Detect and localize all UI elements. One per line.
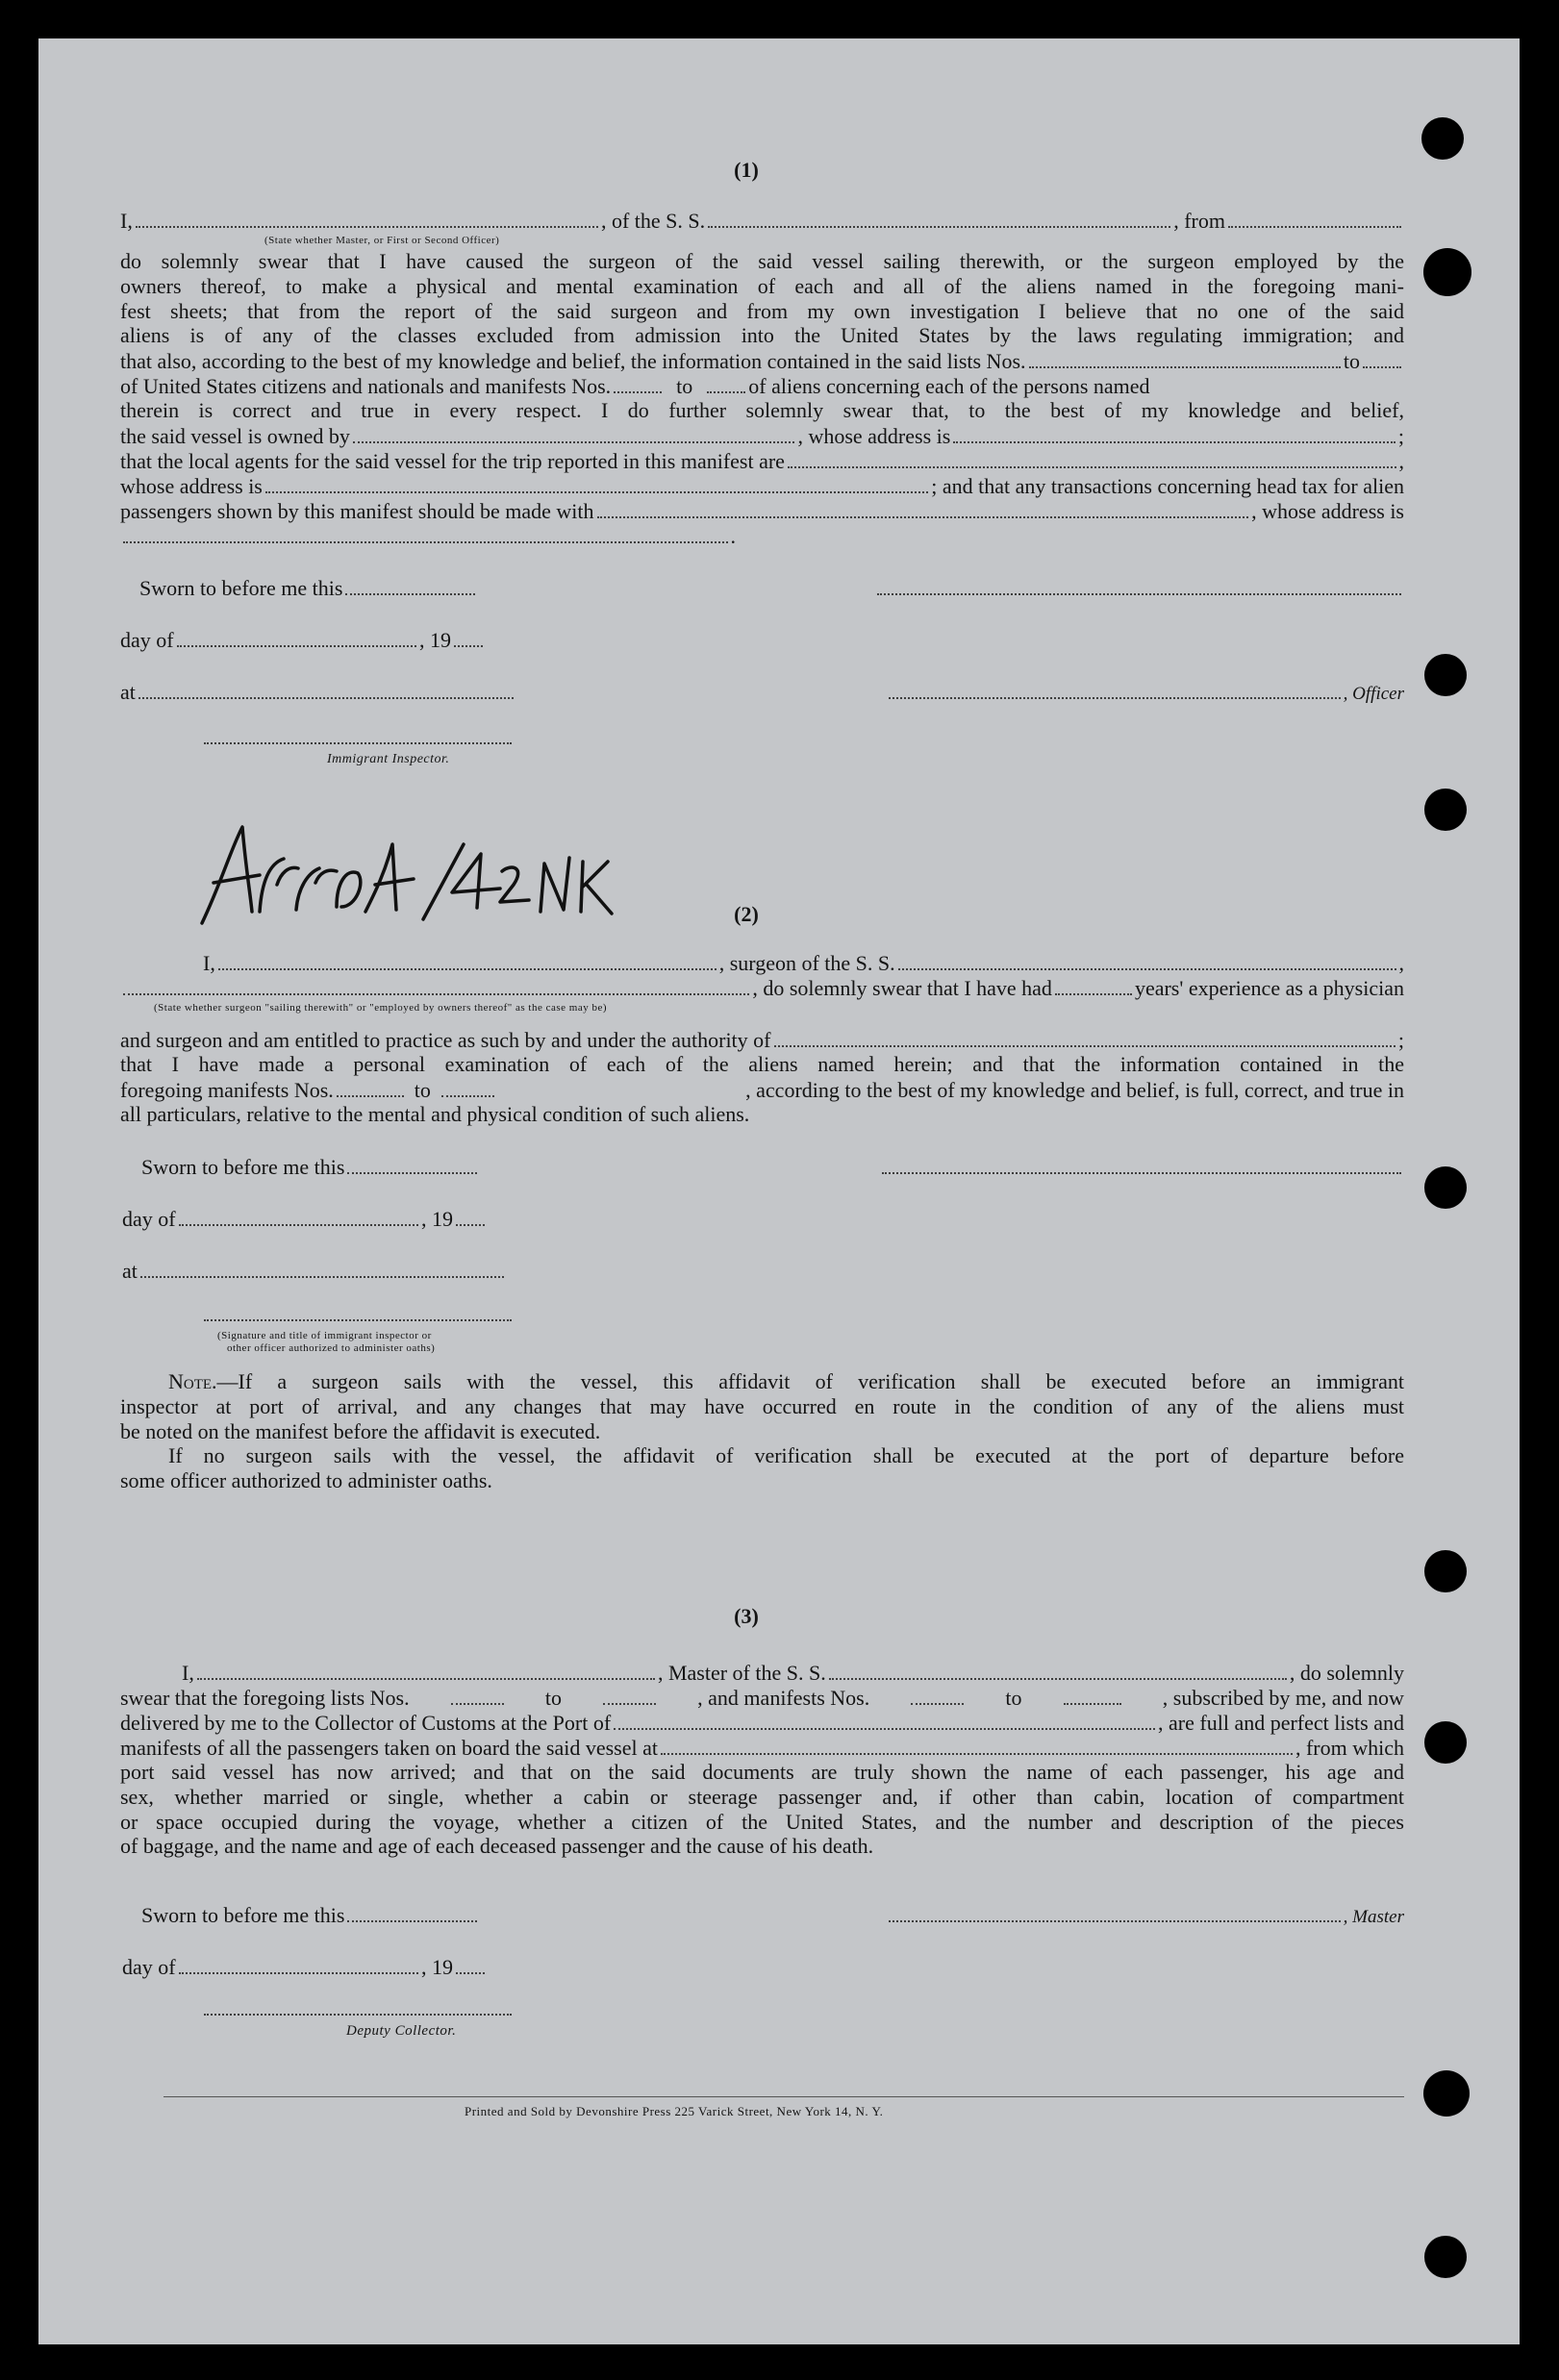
- year-blank-2[interactable]: [456, 1207, 485, 1226]
- lists-to-blank[interactable]: [1363, 349, 1401, 368]
- section-1-body: do solemnly swear that I have caused the surgeon of the said vessel sailing therewith, or the surgeon employed by the owners thereof, to make a physical and mental examination of each and all of the aliens named in the foregoing mani- fest sheets; that from the report of the said surgeon and from my own investigation I believe that no one of the said aliens is of any of the classes excluded from admission into the United States by the laws regulating immigration; and: [120, 249, 1404, 348]
- punch-hole: [1424, 789, 1467, 831]
- manifests-nos-line: of United States citizens and nationals and manifests Nos. to of aliens concerning each of the persons named: [120, 374, 1150, 398]
- vessel-name-blank[interactable]: [708, 209, 1170, 228]
- punch-hole: [1424, 1721, 1467, 1764]
- master-signature-blank-3[interactable]: [889, 1903, 1341, 1922]
- head-tax-party-blank[interactable]: [597, 499, 1249, 518]
- punch-hole: [1424, 654, 1467, 696]
- day-of-line-2: day of , 19: [122, 1206, 488, 1233]
- punch-hole: [1424, 1166, 1467, 1209]
- at-line-1: at , Officer: [120, 680, 1404, 704]
- owner-address-blank[interactable]: [953, 424, 1396, 443]
- day-of-line-3: day of , 19: [122, 1954, 488, 1981]
- printer-imprint: Printed and Sold by Devonshire Press 225 Varick Street, New York 14, N. Y.: [465, 2104, 884, 2118]
- collector-port-blank[interactable]: [614, 1711, 1155, 1730]
- sworn-date-blank-3[interactable]: [347, 1903, 477, 1922]
- authority-line: and surgeon and am entitled to practice as such by and under the authority of ;: [120, 1028, 1404, 1052]
- signature-caption-1: (Signature and title of immigrant inspector or: [217, 1330, 432, 1341]
- master-name-blank[interactable]: [197, 1661, 655, 1680]
- handwritten-arrival-notation: [192, 815, 616, 940]
- respect-line: therein is correct and true in every respect. I do further solemnly swear that, to the best of my knowledge and belief,: [120, 398, 1404, 422]
- section-2-last: all particulars, relative to the mental and physical condition of such aliens.: [120, 1102, 750, 1126]
- manifest-affidavit-page: [38, 38, 1520, 2344]
- deputy-collector-signature-line[interactable]: [204, 2012, 512, 2016]
- surgeon-name-blank[interactable]: [218, 951, 717, 970]
- day-of-blank-2[interactable]: [179, 1207, 418, 1226]
- agents-address-line: whose address is ; and that any transactions concerning head tax for alien: [120, 474, 1404, 498]
- sworn-date-blank-2[interactable]: [347, 1155, 477, 1174]
- master-signature-blank[interactable]: [877, 576, 1401, 595]
- section-1-officer-line: I, , of the S. S. , from: [120, 208, 1404, 235]
- lists-from-blank[interactable]: [1029, 349, 1341, 368]
- note-paragraph: Note.—If a surgeon sails with the vessel, this affidavit of verification shall be executed before an immigrant inspector at port of arrival, and any changes that may have occurred en route in the condition of any of the aliens must be noted on the manifest before the affidavit is executed. If no surgeon sails with the vessel, the affidavit of verification shall be executed at the port of departure before some officer authorized to administer oaths.: [120, 1369, 1404, 1493]
- collector-line: delivered by me to the Collector of Customs at the Port of , are full and perfect lists and: [120, 1711, 1404, 1735]
- section-2-experience-line: , do solemnly swear that I have had years' experience as a physician: [120, 975, 1404, 1002]
- master-lists-from-blank[interactable]: [451, 1686, 504, 1705]
- punch-hole: [1424, 2236, 1467, 2278]
- note-label: Note.: [168, 1369, 217, 1393]
- officer-caption: (State whether Master, or First or Second Officer): [264, 235, 500, 246]
- section-2-body: that I have made a personal examination of each of the aliens named herein; and that the information contained in the: [120, 1052, 1404, 1076]
- manifests-from-blank[interactable]: [614, 374, 662, 393]
- agents-line: that the local agents for the said vessel for the trip reported in this manifest are ,: [120, 449, 1404, 473]
- section-1-heading: (1): [734, 158, 759, 182]
- punch-hole: [1423, 2070, 1470, 2117]
- section-3-master-line: I, , Master of the S. S. , do solemnly: [182, 1661, 1405, 1685]
- surgeon-manifests-line: foregoing manifests Nos. to , according to the best of my knowledge and belief, is full, correct, and true in: [120, 1078, 1404, 1102]
- punch-hole: [1421, 117, 1464, 160]
- surgeon-manifests-from-blank[interactable]: [337, 1078, 404, 1097]
- inspector-signature-line[interactable]: [204, 740, 512, 744]
- immigrant-inspector-caption: Immigrant Inspector.: [327, 752, 450, 766]
- master-manifests-from-blank[interactable]: [911, 1686, 964, 1705]
- section-2-surgeon-line: I, , surgeon of the S. S. ,: [203, 951, 1405, 975]
- officer-signature-blank[interactable]: [889, 680, 1341, 699]
- master-vessel-blank[interactable]: [829, 1661, 1287, 1680]
- head-tax-line: passengers shown by this manifest should be made with , whose address is: [120, 499, 1404, 523]
- section-3-body: port said vessel has now arrived; and that on the said documents are truly shown the name of each passenger, his age and sex, whether married or single, whether a cabin or steerage passenger and, if other than cabin, location of compartment or space occupied during the voyage, whether a citizen of the United States, and the number and description of the pieces of baggage, and the name and age of each deceased passenger and the cause of his death.: [120, 1760, 1404, 1859]
- departure-port-blank[interactable]: [661, 1736, 1293, 1755]
- section-3-heading: (3): [734, 1604, 759, 1628]
- year-blank-3[interactable]: [456, 1955, 485, 1974]
- sworn-line-3: Sworn to before me this , Master: [141, 1903, 1404, 1927]
- owner-blank[interactable]: [353, 424, 795, 443]
- lists-nos-line: that also, according to the best of my knowledge and belief, the information contained in the said lists Nos. to: [120, 348, 1404, 375]
- surgeon-status-caption: (State whether surgeon "sailing therewith" or "employed by owners thereof" as the case may be): [154, 1002, 608, 1014]
- section-3-lists-line: swear that the foregoing lists Nos. to , and manifests Nos. to , subscribed by me, and now: [120, 1686, 1404, 1710]
- master-lists-to-blank[interactable]: [603, 1686, 656, 1705]
- agents-blank[interactable]: [788, 449, 1396, 468]
- year-blank[interactable]: [454, 628, 483, 647]
- owned-by-line: the said vessel is owned by , whose address is ;: [120, 424, 1404, 448]
- footer-rule: [163, 2096, 1404, 2097]
- deputy-collector-caption: Deputy Collector.: [346, 2023, 457, 2039]
- sworn-line-1: Sworn to before me this: [139, 575, 1404, 602]
- sworn-date-blank[interactable]: [345, 576, 475, 595]
- master-manifests-to-blank[interactable]: [1064, 1686, 1121, 1705]
- officer-name-blank[interactable]: [136, 209, 598, 228]
- years-experience-blank[interactable]: [1055, 976, 1132, 995]
- sworn-line-2: Sworn to before me this: [141, 1154, 1404, 1181]
- from-port-blank[interactable]: [1228, 209, 1401, 228]
- day-of-line-1: day of , 19: [120, 627, 486, 654]
- agents-address-blank[interactable]: [265, 474, 928, 493]
- surgeon-vessel-blank[interactable]: [898, 951, 1396, 970]
- manifests-to-blank[interactable]: [707, 374, 745, 393]
- signature-caption-2: other officer authorized to administer oaths): [227, 1342, 436, 1354]
- day-of-blank-3[interactable]: [179, 1955, 418, 1974]
- punch-hole: [1424, 1550, 1467, 1592]
- day-of-blank[interactable]: [177, 628, 416, 647]
- section-2-heading: (2): [734, 902, 759, 926]
- at-place-blank[interactable]: [138, 680, 514, 699]
- inspector-signature-line-2[interactable]: [204, 1317, 512, 1321]
- surgeon-signature-blank[interactable]: [882, 1155, 1401, 1174]
- at-place-blank-2[interactable]: [140, 1259, 504, 1278]
- head-tax-address-blank[interactable]: [123, 524, 728, 543]
- at-line-2: at: [122, 1258, 507, 1285]
- surgeon-manifests-to-blank[interactable]: [441, 1078, 494, 1097]
- punch-hole: [1423, 248, 1471, 296]
- head-tax-address-line: .: [120, 523, 736, 550]
- surgeon-status-blank[interactable]: [123, 976, 749, 995]
- authority-blank[interactable]: [774, 1028, 1396, 1047]
- vessel-port-line: manifests of all the passengers taken on board the said vessel at , from which: [120, 1736, 1404, 1760]
